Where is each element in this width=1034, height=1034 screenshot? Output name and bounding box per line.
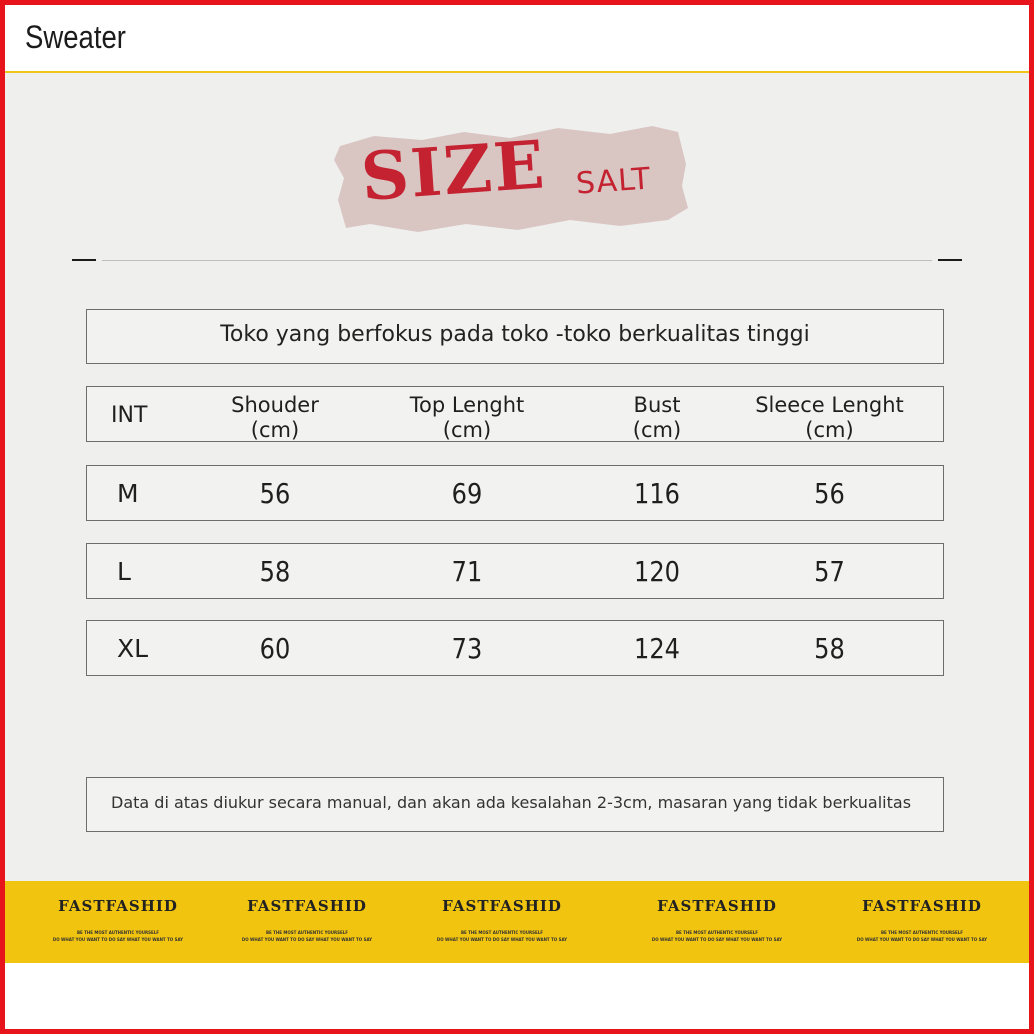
shoulder-value: 60 xyxy=(259,632,291,665)
size-label: L xyxy=(117,557,131,586)
bust-value: 124 xyxy=(634,632,680,665)
size-label: XL xyxy=(117,634,149,663)
sleeve-length-value: 58 xyxy=(814,632,845,665)
bust-value: 116 xyxy=(634,477,680,510)
note-text: Data di atas diukur secara manual, dan akan ada kesalahan 2-3cm, masaran yang tidak berkualitas xyxy=(111,793,912,812)
column-header-unit: (cm) xyxy=(250,418,300,442)
brand-slogan-line: DO WHAT YOU WANT TO DO SAY WHAT YOU WANT TO SAY xyxy=(436,937,568,942)
brand-slogan-line: DO WHAT YOU WANT TO DO SAY WHAT YOU WANT TO SAY xyxy=(856,937,988,942)
footer-brand xyxy=(822,897,1022,943)
size-subtitle: SALT xyxy=(574,161,653,202)
top-length-value: 71 xyxy=(451,555,483,588)
brand-name: FASTFASHID xyxy=(862,897,982,915)
brand-slogan xyxy=(822,929,1022,943)
table-row xyxy=(86,465,944,521)
footer-brand xyxy=(617,897,817,943)
sleeve-length-value: 56 xyxy=(814,477,845,510)
page-title: Sweater xyxy=(25,19,126,55)
brand-slogan-line: DO WHAT YOU WANT TO DO SAY WHAT YOU WANT TO SAY xyxy=(52,937,184,942)
footer-brand xyxy=(18,897,218,943)
brand-slogan-line: DO WHAT YOU WANT TO DO SAY WHAT YOU WANT TO SAY xyxy=(651,937,783,942)
bust-value: 120 xyxy=(634,555,680,588)
header xyxy=(5,5,1029,73)
table-row xyxy=(86,543,944,599)
column-header-unit: (cm) xyxy=(805,418,854,442)
size-title: SIZE xyxy=(358,125,549,216)
column-header-label: Top Lenght xyxy=(409,393,525,417)
divider-line xyxy=(102,260,932,261)
footer-brand xyxy=(402,897,602,943)
column-header-unit: (cm) xyxy=(442,418,492,442)
table-row xyxy=(86,620,944,676)
brand-slogan-line: BE THE MOST AUTHENTIC YOURSELF xyxy=(880,930,964,935)
shoulder-value: 58 xyxy=(259,555,291,588)
size-banner xyxy=(334,124,690,234)
column-header-bust xyxy=(592,393,722,443)
brand-slogan-line: BE THE MOST AUTHENTIC YOURSELF xyxy=(265,930,349,935)
divider xyxy=(72,259,962,263)
brand-slogan-line: BE THE MOST AUTHENTIC YOURSELF xyxy=(460,930,544,935)
tagline-box xyxy=(86,309,944,364)
divider-cap-left xyxy=(72,259,96,261)
brand-slogan-line: DO WHAT YOU WANT TO DO SAY WHAT YOU WANT TO SAY xyxy=(241,937,373,942)
brand-name: FASTFASHID xyxy=(657,897,777,915)
brand-slogan xyxy=(402,929,602,943)
note-box xyxy=(86,777,944,832)
shoulder-value: 56 xyxy=(259,477,291,510)
column-header-label: Sleece Lenght xyxy=(755,393,904,417)
brand-name: FASTFASHID xyxy=(442,897,562,915)
footer-brand xyxy=(207,897,407,943)
brand-slogan xyxy=(18,929,218,943)
column-header-int: INT xyxy=(111,403,148,428)
column-header-label: Bust xyxy=(633,393,681,417)
tagline-text: Toko yang berfokus pada toko -toko berkualitas tinggi xyxy=(220,322,810,347)
size-label: M xyxy=(117,479,139,508)
top-length-value: 73 xyxy=(451,632,483,665)
bottom-strip xyxy=(5,963,1029,1029)
sleeve-length-value: 57 xyxy=(814,555,845,588)
footer-band xyxy=(5,881,1029,963)
top-length-value: 69 xyxy=(451,477,483,510)
brand-slogan-line: BE THE MOST AUTHENTIC YOURSELF xyxy=(675,930,759,935)
table-header-row xyxy=(86,386,944,442)
brand-slogan xyxy=(207,929,407,943)
column-header-unit: (cm) xyxy=(632,418,682,442)
column-header-top-length xyxy=(397,393,537,443)
brand-slogan-line: BE THE MOST AUTHENTIC YOURSELF xyxy=(76,930,160,935)
brand-name: FASTFASHID xyxy=(58,897,178,915)
column-header-label: Shouder xyxy=(231,393,319,417)
divider-cap-right xyxy=(938,259,962,261)
brand-name: FASTFASHID xyxy=(247,897,367,915)
brand-slogan xyxy=(617,929,817,943)
column-header-sleeve-length xyxy=(747,393,912,443)
column-header-shoulder xyxy=(215,393,335,443)
